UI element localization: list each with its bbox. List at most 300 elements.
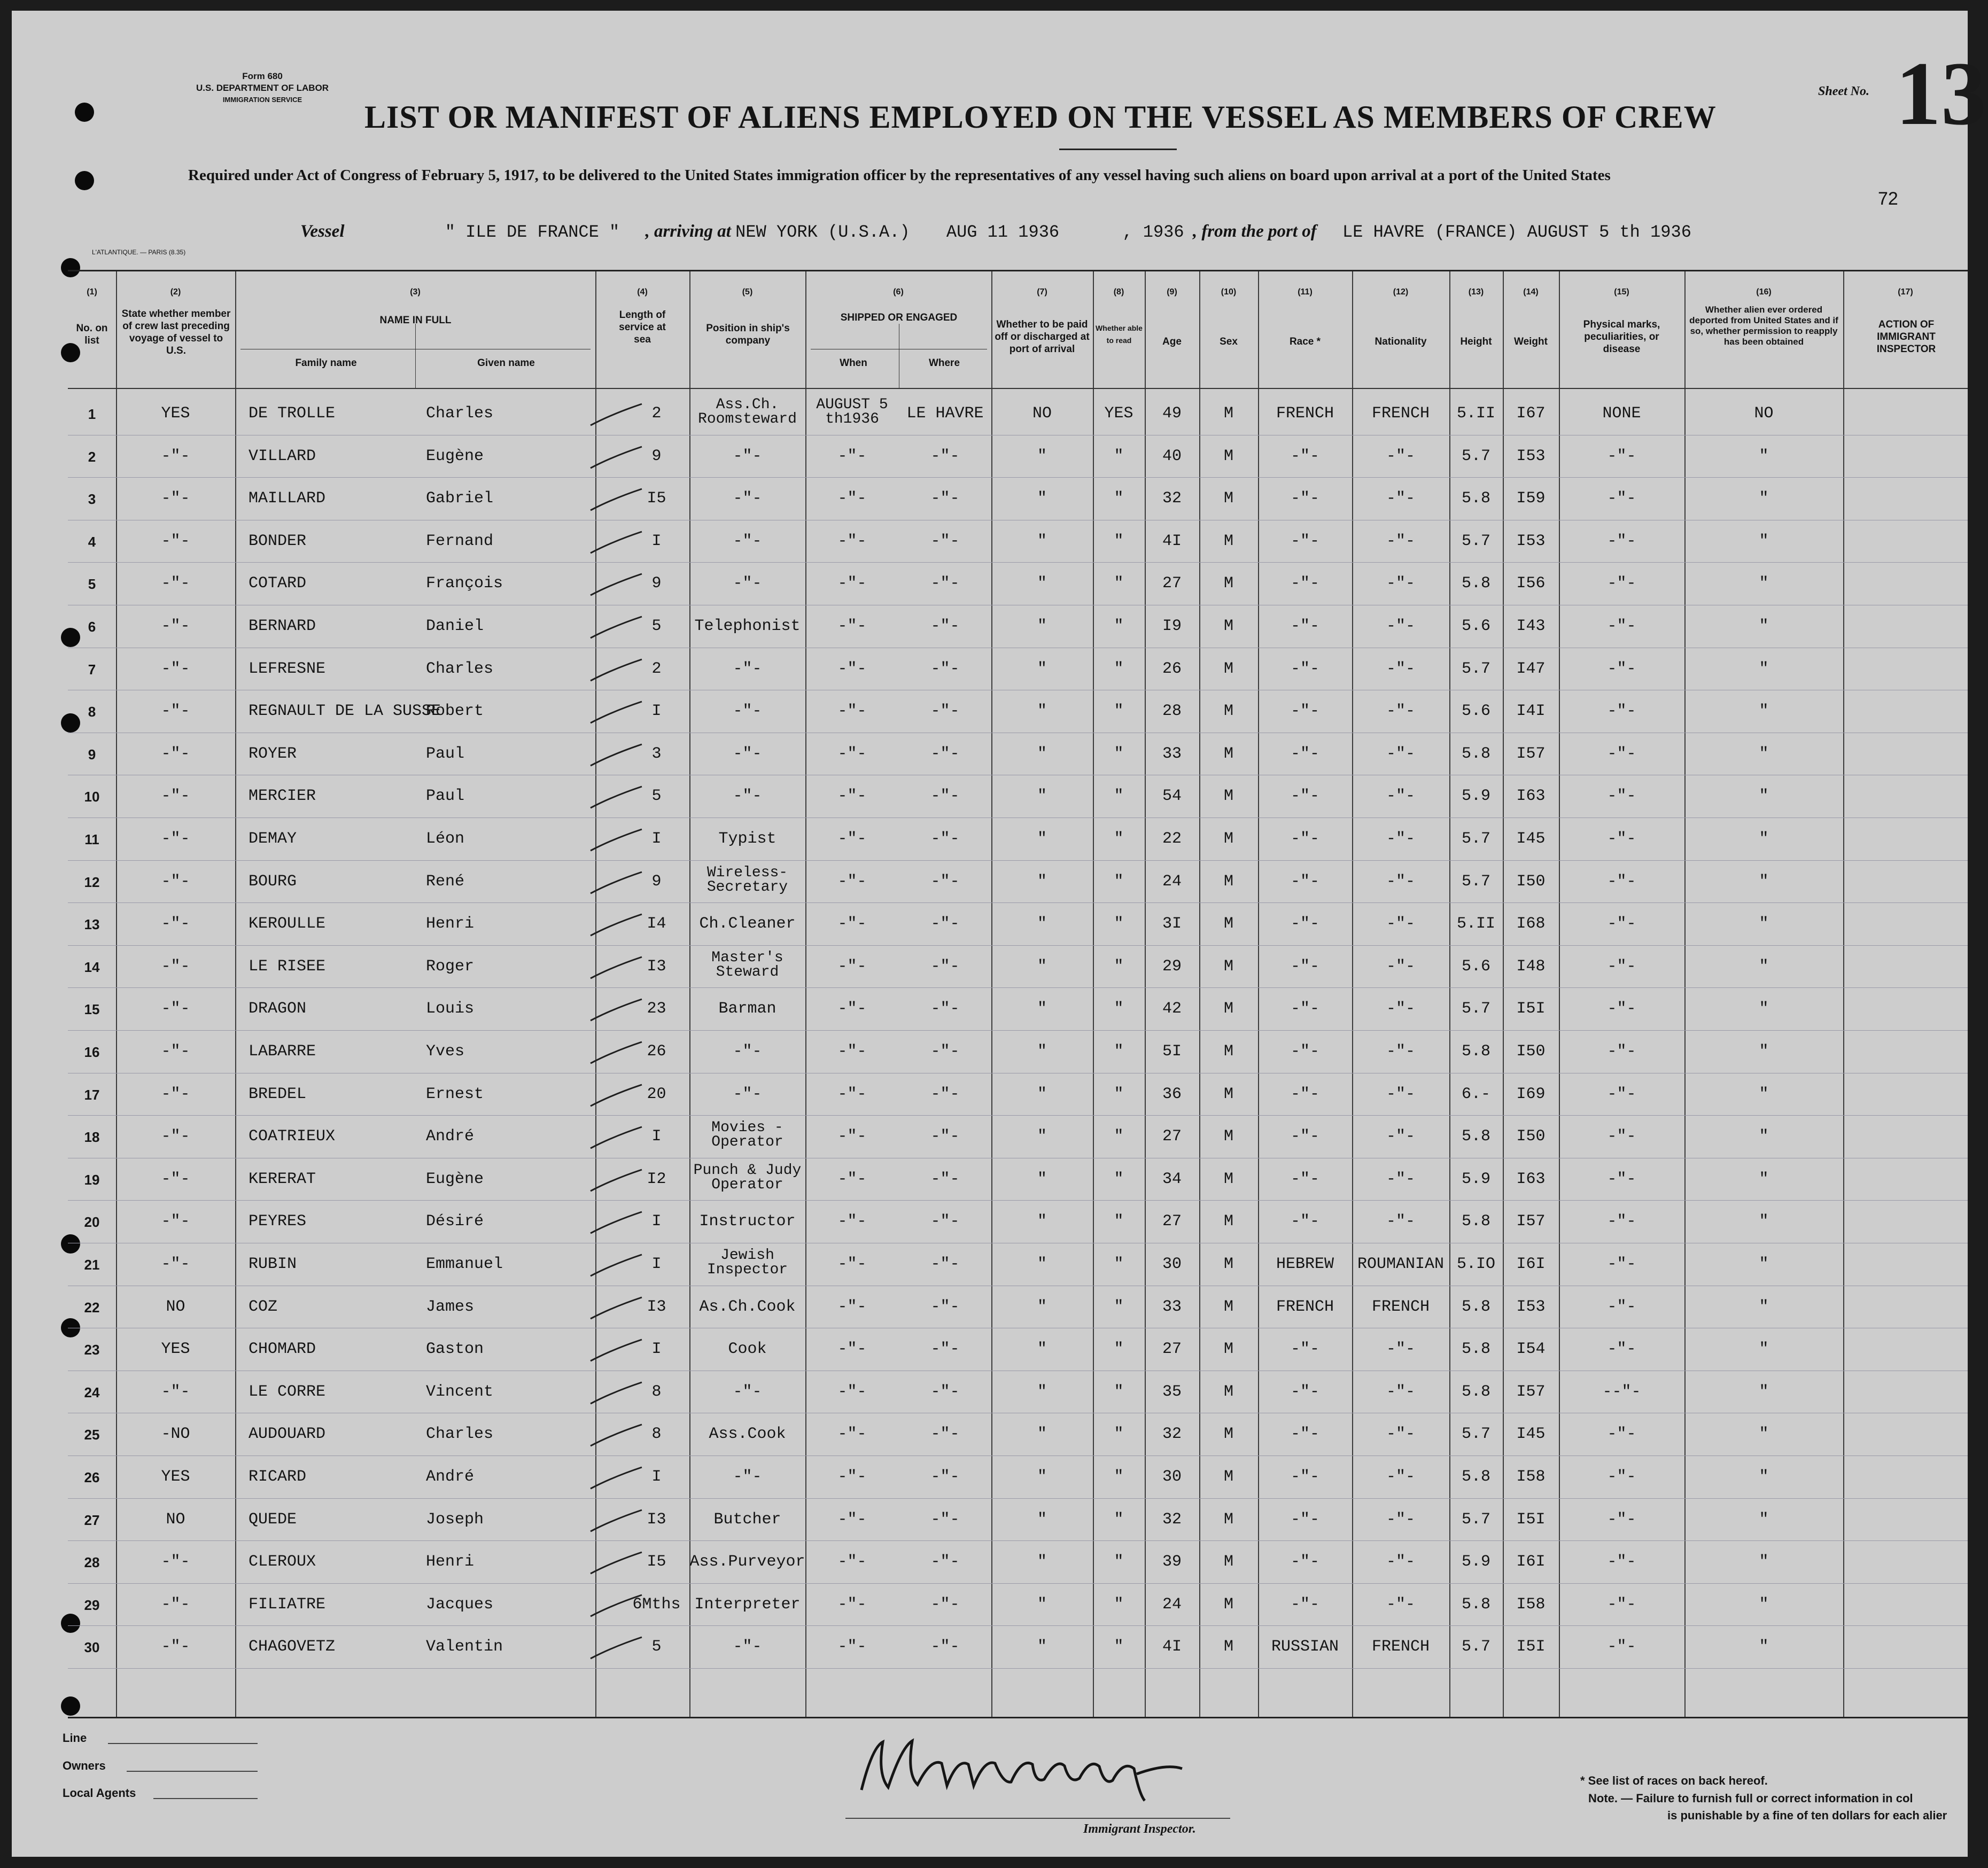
paid-off-cell: "	[1037, 1297, 1047, 1316]
row-rule	[68, 945, 1968, 946]
check-stroke	[586, 487, 650, 512]
sex-cell: M	[1223, 659, 1233, 678]
line-rule	[108, 1743, 258, 1744]
line-number-cell: 25	[84, 1427, 100, 1443]
weight-cell: I56	[1516, 574, 1546, 593]
nationality-cell: -"-	[1386, 1382, 1415, 1401]
paid-off-cell: "	[1037, 957, 1047, 976]
weight-cell: I58	[1516, 1595, 1546, 1614]
deported-cell: "	[1759, 1638, 1769, 1656]
row-rule	[68, 1583, 1968, 1584]
col-number: (10)	[1221, 287, 1237, 297]
table-row	[68, 437, 1968, 479]
deported-cell: "	[1759, 1382, 1769, 1401]
shipped-when-cell: -"-	[837, 1297, 867, 1316]
height-cell: 6.-	[1461, 1085, 1490, 1103]
arriving-label: , arriving at	[645, 222, 731, 241]
paid-off-cell: NO	[1032, 404, 1052, 423]
paid-off-cell: "	[1037, 1553, 1047, 1571]
nationality-cell: -"-	[1386, 574, 1415, 593]
age-cell: 32	[1162, 1425, 1182, 1444]
weight-cell: I59	[1516, 489, 1546, 508]
previous-voyage-cell: -"-	[161, 1042, 190, 1061]
table-row	[68, 522, 1968, 564]
deported-cell: "	[1759, 1255, 1769, 1273]
given-name-cell: Paul	[426, 744, 465, 763]
physical-marks-cell: -"-	[1607, 744, 1636, 763]
paid-off-cell: "	[1037, 532, 1047, 550]
line-number-cell: 23	[84, 1342, 100, 1358]
paid-off-cell: "	[1037, 1382, 1047, 1401]
table-row	[68, 905, 1968, 946]
length-of-service-cell: I	[651, 1340, 662, 1359]
shipped-when-cell: -"-	[837, 1000, 867, 1018]
previous-voyage-cell: NO	[166, 1510, 185, 1529]
race-cell: -"-	[1290, 532, 1319, 550]
sex-cell: M	[1223, 1468, 1233, 1486]
shipped-when-cell: -"-	[837, 1595, 867, 1614]
paid-off-cell: "	[1037, 1510, 1047, 1529]
check-stroke	[586, 912, 650, 938]
length-of-service-cell: 8	[651, 1425, 662, 1444]
family-name-cell: RUBIN	[248, 1255, 297, 1273]
paid-off-cell: "	[1037, 659, 1047, 678]
given-name-cell: François	[426, 574, 503, 593]
race-cell: RUSSIAN	[1271, 1638, 1339, 1656]
position-cell: Master's Steward	[711, 949, 783, 980]
vessel-line	[300, 222, 1691, 242]
length-of-service-cell: I3	[647, 957, 666, 976]
family-name-cell: DEMAY	[248, 830, 297, 848]
family-name-cell: DRAGON	[248, 1000, 307, 1018]
weight-cell: I69	[1516, 1085, 1546, 1103]
age-cell: 30	[1162, 1468, 1182, 1486]
length-of-service-cell: I	[651, 1127, 662, 1146]
physical-marks-cell: NONE	[1602, 404, 1641, 423]
note-text-2: is punishable by a fine of ten dollars for each alier	[1667, 1809, 1947, 1822]
check-stroke	[586, 784, 650, 810]
height-cell: 5.8	[1461, 1382, 1490, 1401]
table-row	[68, 1415, 1968, 1457]
shipped-when-cell: -"-	[837, 1553, 867, 1571]
position-cell: Jewish Inspector	[706, 1247, 788, 1278]
sex-cell: M	[1223, 1595, 1233, 1614]
line-number-cell: 28	[84, 1554, 100, 1571]
shipped-where-cell: -"-	[930, 659, 960, 678]
physical-marks-cell: -"-	[1607, 1553, 1636, 1571]
header-action-inspector: ACTION OF IMMIGRANT INSPECTOR	[1876, 319, 1936, 355]
family-name-cell: MERCIER	[248, 787, 316, 806]
given-name-cell: Valentin	[426, 1638, 503, 1656]
length-of-service-cell: 5	[651, 1638, 662, 1656]
sex-cell: M	[1223, 872, 1233, 891]
race-cell: -"-	[1290, 1127, 1319, 1146]
height-cell: 5.8	[1461, 1212, 1490, 1231]
able-to-read-cell: "	[1114, 1510, 1124, 1529]
length-of-service-cell: I4	[647, 915, 666, 933]
shipped-when-cell: -"-	[837, 830, 867, 848]
row-rule	[68, 1668, 1968, 1669]
length-of-service-cell: I2	[647, 1170, 666, 1188]
check-stroke	[586, 1083, 650, 1108]
table-row	[68, 1117, 1968, 1159]
shipped-where-cell: -"-	[930, 957, 960, 976]
sex-cell: M	[1223, 447, 1233, 465]
nationality-cell: -"-	[1386, 702, 1415, 721]
check-stroke	[586, 827, 650, 853]
able-to-read-cell: "	[1114, 744, 1124, 763]
paid-off-cell: "	[1037, 702, 1047, 721]
physical-marks-cell: -"-	[1607, 1297, 1636, 1316]
row-rule	[68, 1030, 1968, 1031]
previous-voyage-cell: -"-	[161, 617, 190, 635]
line-number-cell: 13	[84, 916, 100, 933]
check-stroke	[586, 1252, 650, 1278]
previous-voyage-cell: -"-	[161, 447, 190, 465]
race-cell: -"-	[1290, 447, 1319, 465]
row-rule	[68, 477, 1968, 478]
department: U.S. DEPARTMENT OF LABOR	[196, 83, 329, 93]
line-number-cell: 17	[84, 1086, 100, 1103]
family-name-cell: BERNARD	[248, 617, 316, 635]
age-cell: 39	[1162, 1553, 1182, 1571]
family-name-cell: QUEDE	[248, 1510, 297, 1529]
position-cell: -"-	[733, 1382, 762, 1401]
check-stroke	[586, 1295, 650, 1321]
manifest-table	[68, 270, 1968, 1718]
header-family-name: Family name	[295, 357, 357, 369]
position-cell: -"-	[733, 1085, 762, 1103]
physical-marks-cell: -"-	[1607, 1170, 1636, 1188]
header-paid-off: Whether to be paid off or discharged at port of arrival	[995, 319, 1090, 355]
nationality-cell: -"-	[1386, 1042, 1415, 1061]
deported-cell: "	[1759, 1425, 1769, 1444]
previous-voyage-cell: -"-	[161, 1000, 190, 1018]
header-rule	[68, 388, 1968, 389]
deported-cell: "	[1759, 915, 1769, 933]
height-cell: 5.7	[1461, 830, 1490, 848]
given-name-cell: Gaston	[426, 1340, 484, 1359]
given-name-cell: Robert	[426, 702, 484, 721]
shipped-when-cell: -"-	[837, 659, 867, 678]
check-stroke	[586, 1508, 650, 1534]
line-number-cell: 8	[88, 704, 96, 720]
able-to-read-cell: "	[1114, 532, 1124, 550]
check-stroke	[586, 572, 650, 597]
length-of-service-cell: I	[651, 532, 662, 550]
length-of-service-cell: I5	[647, 489, 666, 508]
nationality-cell: -"-	[1386, 1340, 1415, 1359]
age-cell: 33	[1162, 744, 1182, 763]
able-to-read-cell: "	[1114, 915, 1124, 933]
length-of-service-cell: I	[651, 1212, 662, 1231]
table-row	[68, 1160, 1968, 1202]
physical-marks-cell: -"-	[1607, 957, 1636, 976]
age-cell: 22	[1162, 830, 1182, 848]
sex-cell: M	[1223, 702, 1233, 721]
check-stroke	[586, 1465, 650, 1491]
header-sex: Sex	[1220, 336, 1238, 347]
family-name-cell: BOURG	[248, 872, 297, 891]
able-to-read-cell: "	[1114, 1127, 1124, 1146]
paid-off-cell: "	[1037, 744, 1047, 763]
family-name-cell: CHAGOVETZ	[248, 1638, 336, 1656]
shipped-when-cell: AUGUST 5 th1936	[816, 396, 888, 427]
header-race: Race *	[1289, 336, 1321, 347]
race-cell: HEBREW	[1276, 1255, 1334, 1273]
nationality-cell: -"-	[1386, 1468, 1415, 1486]
row-rule	[68, 987, 1968, 988]
race-cell: -"-	[1290, 1595, 1319, 1614]
age-cell: 29	[1162, 957, 1182, 976]
paid-off-cell: "	[1037, 1595, 1047, 1614]
age-cell: 4I	[1162, 1638, 1182, 1656]
physical-marks-cell: -"-	[1607, 659, 1636, 678]
check-stroke	[586, 1040, 650, 1065]
table-row	[68, 1585, 1968, 1627]
line-number-cell: 5	[88, 576, 96, 593]
paid-off-cell: "	[1037, 830, 1047, 848]
weight-cell: I47	[1516, 659, 1546, 678]
given-name-cell: Fernand	[426, 532, 494, 550]
family-name-cell: CLEROUX	[248, 1553, 316, 1571]
paid-off-cell: "	[1037, 787, 1047, 806]
weight-cell: I5I	[1516, 1510, 1546, 1529]
deported-cell: "	[1759, 872, 1769, 891]
weight-cell: I6I	[1516, 1255, 1546, 1273]
previous-voyage-cell: NO	[166, 1297, 185, 1316]
col-number: (8)	[1113, 287, 1124, 297]
physical-marks-cell: -"-	[1607, 1425, 1636, 1444]
position-cell: Punch & Judy Operator	[693, 1162, 802, 1193]
physical-marks-cell: -"-	[1607, 1340, 1636, 1359]
family-name-cell: KEROULLE	[248, 915, 326, 933]
able-to-read-cell: "	[1114, 830, 1124, 848]
header-height: Height	[1460, 336, 1492, 347]
table-row	[68, 479, 1968, 521]
shipped-where-cell: -"-	[930, 1297, 960, 1316]
table-row	[68, 735, 1968, 776]
height-cell: 5.7	[1461, 1000, 1490, 1018]
height-cell: 5.6	[1461, 702, 1490, 721]
paid-off-cell: "	[1037, 1212, 1047, 1231]
height-cell: 5.8	[1461, 744, 1490, 763]
table-row	[68, 1458, 1968, 1499]
table-row	[68, 1245, 1968, 1287]
paid-off-cell: "	[1037, 872, 1047, 891]
sex-cell: M	[1223, 1638, 1233, 1656]
header-where: Where	[928, 357, 960, 369]
family-name-cell: LABARRE	[248, 1042, 316, 1061]
paid-off-cell: "	[1037, 1085, 1047, 1103]
line-number-cell: 12	[84, 874, 100, 890]
nationality-cell: -"-	[1386, 787, 1415, 806]
race-cell: -"-	[1290, 1425, 1319, 1444]
able-to-read-cell: "	[1114, 1255, 1124, 1273]
age-cell: 5I	[1162, 1042, 1182, 1061]
age-cell: 4I	[1162, 532, 1182, 550]
position-cell: -"-	[733, 532, 762, 550]
shipped-when-cell: -"-	[837, 915, 867, 933]
height-cell: 5.II	[1456, 404, 1495, 423]
weight-cell: I53	[1516, 1297, 1546, 1316]
length-of-service-cell: 9	[651, 872, 662, 891]
position-cell: -"-	[733, 787, 762, 806]
header-list-number: No. on list	[76, 323, 108, 346]
age-cell: 54	[1162, 787, 1182, 806]
owners-label: Owners	[63, 1759, 106, 1772]
race-cell: -"-	[1290, 1340, 1319, 1359]
age-cell: 36	[1162, 1085, 1182, 1103]
physical-marks-cell: -"-	[1607, 1510, 1636, 1529]
paid-off-cell: "	[1037, 1127, 1047, 1146]
given-name-cell: Emmanuel	[426, 1255, 503, 1273]
row-rule	[68, 1625, 1968, 1626]
sex-cell: M	[1223, 1425, 1233, 1444]
col-number: (7)	[1037, 287, 1047, 297]
form-number: Form 680	[242, 71, 283, 81]
form-info	[196, 71, 329, 106]
sex-cell: M	[1223, 787, 1233, 806]
weight-cell: I57	[1516, 1382, 1546, 1401]
given-name-cell: Charles	[426, 1425, 494, 1444]
nationality-cell: -"-	[1386, 1510, 1415, 1529]
note-races: * See list of races on back hereof.	[1580, 1774, 1768, 1787]
previous-voyage-cell: -"-	[161, 1212, 190, 1231]
subtitle: Required under Act of Congress of February 5, 1917, to be delivered to the United States immigration officer by the representatives of any vessel having such aliens on board upon arrival at a port of the United States	[188, 167, 1611, 184]
nationality-cell: -"-	[1386, 1553, 1415, 1571]
check-stroke	[586, 657, 650, 683]
previous-voyage-cell: -"-	[161, 915, 190, 933]
agents-rule	[153, 1798, 258, 1799]
table-row	[68, 990, 1968, 1031]
shipped-where-cell: -"-	[930, 1127, 960, 1146]
header-position: Position in ship's company	[706, 323, 790, 346]
position-cell: Movies - Operator	[711, 1119, 783, 1151]
able-to-read-cell: "	[1114, 1553, 1124, 1571]
able-to-read-cell: "	[1114, 1468, 1124, 1486]
race-cell: -"-	[1290, 957, 1319, 976]
sex-cell: M	[1223, 489, 1233, 508]
height-cell: 5.8	[1461, 1468, 1490, 1486]
weight-cell: I50	[1516, 872, 1546, 891]
able-to-read-cell: "	[1114, 1638, 1124, 1656]
physical-marks-cell: -"-	[1607, 1638, 1636, 1656]
deported-cell: "	[1759, 659, 1769, 678]
height-cell: 5.8	[1461, 489, 1490, 508]
given-name-cell: Daniel	[426, 617, 484, 635]
shipped-where-cell: LE HAVRE	[906, 404, 984, 423]
shipped-where-cell: -"-	[930, 1212, 960, 1231]
header-able-to-read: Whether able to read	[1096, 324, 1143, 345]
nationality-cell: -"-	[1386, 532, 1415, 550]
check-stroke	[586, 699, 650, 725]
race-cell: -"-	[1290, 744, 1319, 763]
weight-cell: I53	[1516, 532, 1546, 550]
line-number-cell: 19	[84, 1171, 100, 1188]
deported-cell: "	[1759, 447, 1769, 465]
physical-marks-cell: -"-	[1607, 830, 1636, 848]
weight-cell: I53	[1516, 447, 1546, 465]
height-cell: 5.8	[1461, 1127, 1490, 1146]
length-of-service-cell: 9	[651, 574, 662, 593]
check-stroke	[586, 1380, 650, 1406]
paid-off-cell: "	[1037, 489, 1047, 508]
line-number-cell: 15	[84, 1001, 100, 1018]
nationality-cell: -"-	[1386, 872, 1415, 891]
shipped-where-cell: -"-	[930, 1425, 960, 1444]
shipped-where-cell: -"-	[930, 1553, 960, 1571]
deported-cell: "	[1759, 1000, 1769, 1018]
shipped-where-cell: -"-	[930, 1042, 960, 1061]
physical-marks-cell: -"-	[1607, 1212, 1636, 1231]
from-label: , from the port of	[1192, 222, 1317, 241]
shipped-where-cell: -"-	[930, 787, 960, 806]
sex-cell: M	[1223, 915, 1233, 933]
able-to-read-cell: "	[1114, 1212, 1124, 1231]
col-number: (13)	[1468, 287, 1484, 297]
check-stroke	[586, 955, 650, 980]
paid-off-cell: "	[1037, 1468, 1047, 1486]
family-name-cell: CHOMARD	[248, 1340, 316, 1359]
page-title: LIST OR MANIFEST OF ALIENS EMPLOYED ON THE VESSEL AS MEMBERS OF CREW	[364, 99, 1717, 135]
nationality-cell: -"-	[1386, 1170, 1415, 1188]
previous-voyage-cell: -"-	[161, 1170, 190, 1188]
sex-cell: M	[1223, 532, 1233, 550]
header-weight: Weight	[1514, 336, 1548, 347]
line-number-cell: 22	[84, 1299, 100, 1316]
line-number-cell: 30	[84, 1639, 100, 1656]
length-of-service-cell: 23	[647, 1000, 666, 1018]
family-name-cell: KERERAT	[248, 1170, 316, 1188]
deported-cell: "	[1759, 702, 1769, 721]
height-cell: 5.7	[1461, 1425, 1490, 1444]
check-stroke	[586, 870, 650, 896]
able-to-read-cell: "	[1114, 1297, 1124, 1316]
col-number: (4)	[637, 287, 648, 297]
sex-cell: M	[1223, 1553, 1233, 1571]
col-number: (1)	[87, 287, 97, 297]
length-of-service-cell: 6Mths	[632, 1595, 681, 1614]
shipped-where-cell: -"-	[930, 617, 960, 635]
given-name-cell: Eugène	[426, 1170, 484, 1188]
race-cell: -"-	[1290, 1085, 1319, 1103]
position-cell: Wireless- Secretary	[706, 864, 788, 896]
previous-voyage-cell: -"-	[161, 574, 190, 593]
sex-cell: M	[1223, 1340, 1233, 1359]
sex-cell: M	[1223, 1170, 1233, 1188]
family-name-cell: LEFRESNE	[248, 659, 326, 678]
nationality-cell: -"-	[1386, 830, 1415, 848]
line-number-cell: 4	[88, 533, 96, 550]
shipped-when-cell: -"-	[837, 1170, 867, 1188]
able-to-read-cell: "	[1114, 1170, 1124, 1188]
row-rule	[68, 1540, 1968, 1541]
position-cell: -"-	[733, 447, 762, 465]
able-to-read-cell: "	[1114, 957, 1124, 976]
age-cell: 40	[1162, 447, 1182, 465]
weight-cell: I63	[1516, 787, 1546, 806]
age-cell: 24	[1162, 872, 1182, 891]
height-cell: 5.9	[1461, 1170, 1490, 1188]
shipped-when-cell: -"-	[837, 1255, 867, 1273]
able-to-read-cell: "	[1114, 787, 1124, 806]
able-to-read-cell: "	[1114, 1042, 1124, 1061]
check-stroke	[586, 614, 650, 640]
check-stroke	[586, 1210, 650, 1235]
shipped-when-cell: -"-	[837, 702, 867, 721]
weight-cell: I5I	[1516, 1638, 1546, 1656]
